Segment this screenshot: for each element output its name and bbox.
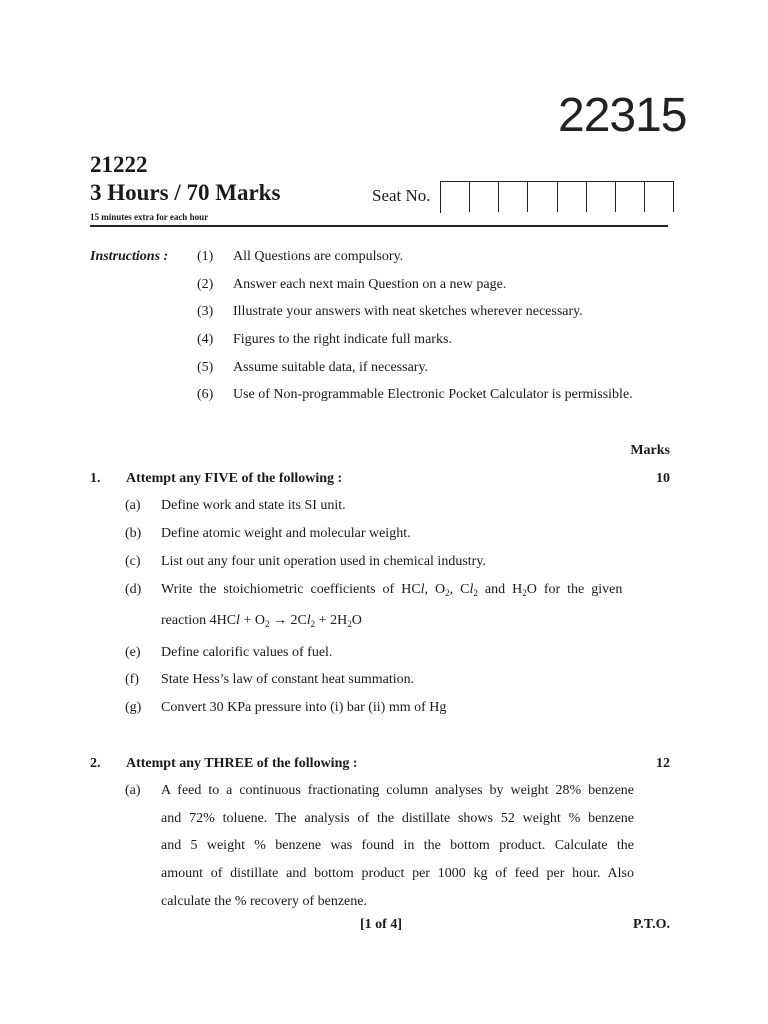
instruction-number: (3) [197, 304, 214, 319]
instruction-number: (6) [197, 387, 214, 402]
exam-code: 21222 [90, 152, 148, 177]
subquestion-text: Convert 30 KPa pressure into (i) bar (ii) mm of Hg [161, 700, 447, 715]
marks-column-heading: Marks [630, 443, 670, 458]
instruction-text: All Questions are compulsory. [233, 249, 404, 264]
subquestion-text-line: calculate the % recovery of benzene. [161, 894, 367, 909]
instruction-text: Figures to the right indicate full marks. [233, 332, 452, 347]
subquestion-text-line: A feed to a continuous fractionating column analyses by weight 28% benzene [161, 783, 634, 798]
subquestion-letter: (e) [125, 645, 141, 660]
question-number: 2. [90, 756, 101, 771]
instruction-text: Answer each next main Question on a new page. [233, 277, 507, 292]
reaction-equation: reaction $4HCl + O_2 \to 2Cl_2 + 2H_2O$ [161, 613, 362, 629]
instruction-text: Illustrate your answers with neat sketches wherever necessary. [233, 304, 583, 319]
subquestion-letter: (a) [125, 783, 141, 798]
extra-time-note: 15 minutes extra for each hour [90, 212, 209, 222]
instruction-number: (5) [197, 360, 214, 375]
subquestion-text: Define calorific values of fuel. [161, 645, 333, 660]
subquestion-text-line: Write the stoichiometric coefficients of HCl, $O_2$, $Cl_2$ and $H_2O$ for the given [161, 582, 623, 598]
seat-box[interactable] [587, 182, 616, 212]
subquestion-text: State Hess’s law of constant heat summation. [161, 672, 415, 687]
instructions-label: Instructions : [90, 249, 169, 264]
subquestion-text: List out any four unit operation used in chemical industry. [161, 554, 486, 569]
subquestion-letter: (g) [125, 700, 142, 715]
instruction-number: (1) [197, 249, 214, 264]
seat-box[interactable] [616, 182, 645, 212]
question-marks: 12 [656, 756, 670, 771]
seat-box[interactable] [645, 182, 674, 212]
seat-box[interactable] [499, 182, 528, 212]
instruction-text: Assume suitable data, if necessary. [233, 360, 429, 375]
subquestion-letter: (d) [125, 582, 142, 597]
please-turn-over: P.T.O. [633, 917, 670, 932]
subquestion-letter: (b) [125, 526, 142, 541]
seat-number-label: Seat No. [372, 186, 431, 205]
instruction-text: Use of Non-programmable Electronic Pocket Calculator is permissible. [233, 387, 633, 402]
instruction-number: (4) [197, 332, 214, 347]
question-heading: Attempt any FIVE of the following : [126, 471, 343, 486]
header-divider [90, 225, 668, 227]
instruction-number: (2) [197, 277, 214, 292]
paper-code: 22315 [558, 89, 687, 142]
duration-and-marks: 3 Hours / 70 Marks [90, 180, 281, 205]
seat-number-boxes[interactable] [440, 181, 674, 213]
subquestion-letter: (f) [125, 672, 139, 687]
subquestion-text-line: and 72% toluene. The analysis of the distillate shows 52 weight % benzene [161, 811, 634, 826]
subquestion-letter: (c) [125, 554, 141, 569]
seat-box[interactable] [441, 182, 470, 212]
seat-box[interactable] [528, 182, 557, 212]
subquestion-text-line: amount of distillate and bottom product per 1000 kg of feed per hour. Also [161, 866, 634, 881]
page-number: [1 of 4] [360, 917, 402, 932]
subquestion-text-line: and 5 weight % benzene was found in the bottom product. Calculate the [161, 838, 634, 853]
subquestion-letter: (a) [125, 498, 141, 513]
question-heading: Attempt any THREE of the following : [126, 756, 358, 771]
subquestion-text: Define atomic weight and molecular weight. [161, 526, 411, 541]
subquestion-text: Define work and state its SI unit. [161, 498, 346, 513]
question-marks: 10 [656, 471, 670, 486]
question-number: 1. [90, 471, 101, 486]
seat-box[interactable] [558, 182, 587, 212]
seat-box[interactable] [470, 182, 499, 212]
